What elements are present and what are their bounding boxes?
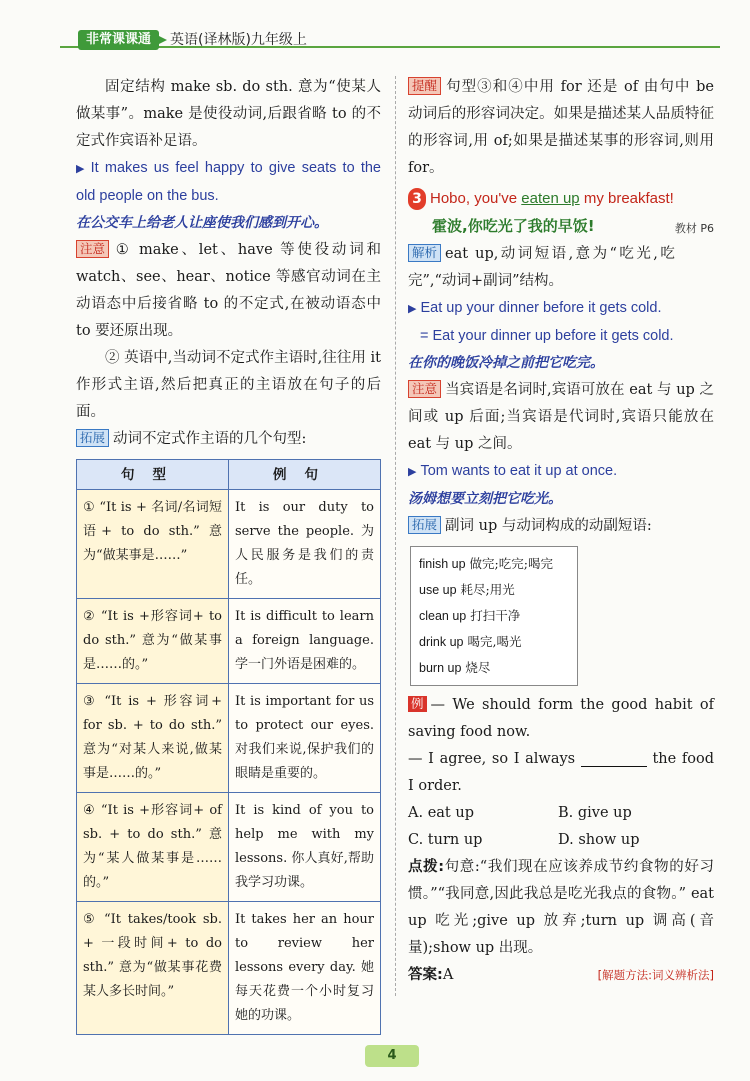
extension-heading xyxy=(76,426,381,453)
key-point-zh: 霍波,你吃光了我的早饭! xyxy=(432,217,595,235)
table-row xyxy=(77,902,381,1035)
pattern-cell: ④ “It is +形容词+ of sb. + to do sth.” 意为“某人做某事是……的。” xyxy=(77,793,229,902)
option-d: D. show up xyxy=(558,832,640,848)
extension-tag: 拓展 xyxy=(408,516,441,534)
answer-value: A xyxy=(442,967,454,983)
phrase-box xyxy=(410,546,578,686)
extension-title: 动词不定式作主语的几个句型: xyxy=(113,431,307,447)
analysis-tag: 解析 xyxy=(408,244,441,262)
answer xyxy=(408,962,714,989)
list-item xyxy=(419,629,569,655)
question-line-1 xyxy=(408,692,714,746)
phrase-en: finish up xyxy=(419,557,466,571)
phrase-en: drink up xyxy=(419,635,464,649)
pattern-cell: ② “It is +形容词+ to do sth.” 意为“做某事是……的。” xyxy=(77,599,229,684)
textbook-source: 教材 P6 xyxy=(674,222,714,235)
question-text: the food I order. xyxy=(408,751,715,794)
paragraph-make-structure: 固定结构 make sb. do sth. 意为“使某人做某事”。make 是使役动词,后跟省略 to 的不定式作宾语补足语。 xyxy=(76,79,381,149)
list-item xyxy=(419,551,569,577)
phrase-zh: 打扫干净 xyxy=(470,608,521,623)
analysis-text: eat up,动词短语,意为“吃光,吃完”,“动词+副词”结构。 xyxy=(408,246,675,289)
book-title: 英语(译林版)九年级上 xyxy=(170,32,307,48)
table-row xyxy=(77,684,381,793)
question-text: — We should form the good habit of saving food now. xyxy=(408,697,714,740)
triangle-bullet-icon: ▶ xyxy=(408,466,417,478)
phrase-zh: 耗尽;用光 xyxy=(460,582,515,597)
example-cell: It is important for us to protect our eyes. 对我们来说,保护我们的眼睛是重要的。 xyxy=(229,684,381,793)
phrase-en: clean up xyxy=(419,609,467,623)
phrase-en: use up xyxy=(419,583,457,597)
example-en xyxy=(408,295,714,323)
right-column xyxy=(408,74,714,989)
answer-label: 答案: xyxy=(408,967,443,983)
key-point-en-part: my breakfast! xyxy=(579,190,674,207)
extension-title: 副词 up 与动词构成的动副短语: xyxy=(445,518,652,534)
example-cell: It takes her an hour to review her lessons every day. 她每天花费一个小时复习她的功课。 xyxy=(229,902,381,1035)
example-en xyxy=(76,155,381,210)
phrase-zh: 烧尽 xyxy=(465,660,491,675)
tip-text: 句型③和④中用 for 还是 of 由句中 be 动词后的形容词决定。如果是描述某人品质特征的形容词,用 of;如果是描述某事的形容词,则用 for。 xyxy=(408,79,714,176)
example-cell: It is kind of you to help me with my lessons. 你人真好,帮助我学习功课。 xyxy=(229,793,381,902)
series-tag: 非常课课通 xyxy=(78,30,159,50)
answer-blank xyxy=(581,749,647,767)
table-row xyxy=(77,490,381,599)
column-divider xyxy=(395,76,396,996)
key-point-en xyxy=(430,190,674,207)
key-point-en-part: Hobo, you've xyxy=(430,190,522,207)
table-row xyxy=(77,599,381,684)
example-zh: 在你的晚饭冷掉之前把它吃完。 xyxy=(408,355,604,371)
triangle-bullet-icon: ▶ xyxy=(408,303,417,315)
table-header-example: 例句 xyxy=(229,460,381,490)
option-c: C. turn up xyxy=(408,832,483,848)
triangle-bullet-icon: ▶ xyxy=(76,163,87,175)
extension-tag: 拓展 xyxy=(76,429,109,447)
phrase-zh: 喝完,喝光 xyxy=(467,634,522,649)
example-cell: It is our duty to serve the people. 为人民服务是我们的责任。 xyxy=(229,490,381,599)
phrase-zh: 做完;吃完;喝完 xyxy=(469,556,553,571)
hint-label: 点拨: xyxy=(408,859,445,875)
option-b: B. give up xyxy=(558,805,632,821)
hint-text: 句意:“我们现在应该养成节约食物的好习惯。”“我同意,因此我总是吃光我点的食物。” eat up 吃光;give up 放弃;turn up 调高(音量);show up 出现。 xyxy=(408,859,714,956)
example-en xyxy=(408,458,714,486)
option-a: A. eat up xyxy=(408,805,474,821)
hint xyxy=(408,854,714,962)
example-cell: It is difficult to learn a foreign language. 学一门外语是困难的。 xyxy=(229,599,381,684)
example-en-text: Eat up your dinner before it gets cold. xyxy=(420,300,662,316)
sentence-pattern-table xyxy=(76,459,381,1035)
table-header-pattern: 句型 xyxy=(77,460,229,490)
list-item xyxy=(419,603,569,629)
question-line-2 xyxy=(408,746,714,800)
note-tag: 注意 xyxy=(408,380,441,398)
left-column xyxy=(76,74,381,1035)
tip-tag: 提醒 xyxy=(408,77,441,95)
example-en-text: It makes us feel happy to give seats to the old people on the bus. xyxy=(76,160,381,204)
example-en-text: Tom wants to eat it up at once. xyxy=(420,463,618,479)
page-number: 4 xyxy=(365,1045,419,1067)
note-text: 当宾语是名词时,宾语可放在 eat 与 up 之间或 up 后面;当宾语是代词时,宾语只能放在 eat 与 up 之间。 xyxy=(408,382,714,452)
key-point-sentence xyxy=(408,185,714,213)
phrase-en: burn up xyxy=(419,661,462,675)
pattern-cell: ① “It is + 名词/名词短语+ to do sth.” 意为“做某事是……” xyxy=(77,490,229,599)
list-item xyxy=(419,577,569,603)
list-item xyxy=(419,655,569,681)
extension-heading xyxy=(408,513,714,540)
note-1-text: ① make、let、have 等使役动词和 watch、see、hear、notice 等感官动词在主动语态中后接省略 to 的不定式,在被动语态中 to 要还原出现。 xyxy=(76,242,381,339)
note xyxy=(408,377,714,458)
page-header xyxy=(0,0,750,62)
method-note: [解题方法:词义辨析法] xyxy=(597,968,714,982)
key-point-translation xyxy=(408,213,714,241)
example-tag: 例 xyxy=(408,696,427,712)
pattern-cell: ⑤ “It takes/took sb. + 一段时间+ to do sth.” 意为“做某事花费某人多长时间。” xyxy=(77,902,229,1035)
note-1 xyxy=(76,237,381,345)
question-text: — I agree, so I always xyxy=(408,751,576,767)
options xyxy=(408,800,714,854)
note-tag: 注意 xyxy=(76,240,109,258)
key-point-phrase: eaten up xyxy=(521,190,580,207)
table-row xyxy=(77,793,381,902)
example-zh: 汤姆想要立刻把它吃光。 xyxy=(408,491,562,507)
note-2: ② 英语中,当动词不定式作主语时,往往用 it 作形式主语,然后把真正的主语放在句子的后面。 xyxy=(76,350,381,420)
example-zh: 在公交车上给老人让座使我们感到开心。 xyxy=(76,215,328,231)
tip xyxy=(408,74,714,182)
analysis xyxy=(408,241,714,295)
pattern-cell: ③ “It is + 形容词+ for sb. + to do sth.” 意为“对某人来说,做某事是……的。” xyxy=(77,684,229,793)
example-en-alt: = Eat your dinner up before it gets cold. xyxy=(420,328,674,344)
point-number-badge: 3 xyxy=(408,188,426,210)
